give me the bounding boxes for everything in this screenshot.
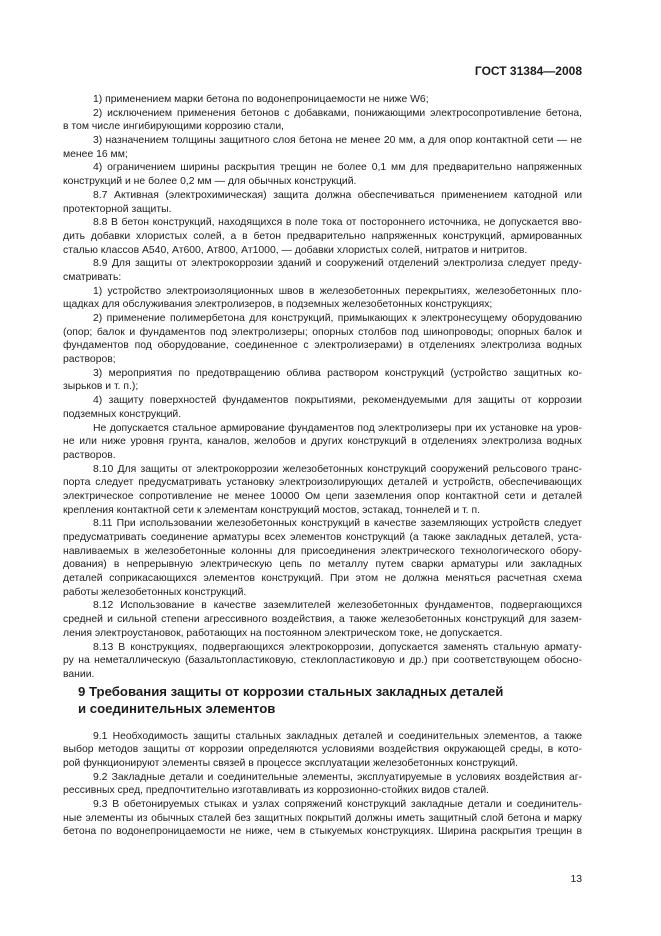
- section-9-heading-line: и соединительных элементов: [78, 700, 276, 716]
- text-line: дования) в непрерывную электрическую цепь по металлу путем сварки арматуры или закладных: [63, 559, 582, 571]
- paragraph: [63, 517, 582, 599]
- text-line: ру на неметаллическую (базальтопластиковую, стеклопластиковую и др.) при соответствующем обосно-: [63, 655, 582, 667]
- text-line: менее 16 мм;: [63, 148, 128, 160]
- paragraph: [63, 216, 582, 257]
- text-line: деталей соприкасающихся элементов конструкций. При этом не должна меняться расчетная схема: [63, 573, 582, 585]
- text-line: конструкций и не более 0,2 мм — для обычных конструкций.: [63, 176, 357, 188]
- text-line: 3) мероприятия по предотвращению облива раствором конструкций (устройство защитных ко-: [93, 367, 582, 379]
- page-number: 13: [570, 874, 582, 885]
- paragraph: [63, 312, 582, 367]
- text-line: 8.11 При использовании железобетонных конструкций в качестве заземляющих устройств следует: [93, 518, 582, 530]
- text-line: навливаемых в железобетонные колонны для присоединения электрического технологического обору-: [63, 545, 582, 557]
- section-9-heading: [63, 683, 582, 717]
- paragraph: [63, 730, 582, 771]
- text-line: рой функционируют элементы связей в процессе эксплуатации железобетонных конструкций.: [63, 757, 519, 769]
- text-line: средней и сильной степени агрессивного воздействия, а также железобетонных конструкций для зазем-: [63, 614, 582, 626]
- text-line: фундаментов под оборудование, соединенное с электролизерами) в отделениях электролиза водных: [63, 340, 582, 352]
- section-8-text: [63, 93, 582, 682]
- paragraph: [63, 134, 582, 161]
- text-line: 8.13 В конструкциях, подвергающихся электрокоррозии, допускается заменять стальную армату-: [93, 641, 582, 653]
- text-line: (опор; балок и фундаментов под электролизеры; опорных столбов под шинопроводы; опорных балок и: [63, 326, 582, 338]
- text-line: растворов.: [63, 449, 116, 461]
- paragraph: [63, 394, 582, 421]
- text-line: 8.10 Для защиты от электрокоррозии железобетонных конструкций сооружений рельсового транс-: [93, 463, 582, 475]
- text-line: 8.7 Активная (электрохимическая) защита должна обеспечиваться применением катодной или: [93, 189, 582, 201]
- text-line: 9.3 В обетонируемых стыках и узлах сопряжений конструкций закладные детали и соединитель-: [93, 799, 582, 810]
- text-line: 2) исключением применения бетонов с добавками, понижающими электросопротивление бетона,: [93, 107, 582, 119]
- paragraph: [63, 463, 582, 518]
- text-line: рессивных сред, предпочтительно изготавливать из коррозионно-стойких видов сталей.: [63, 785, 490, 797]
- text-line: 9.2 Закладные детали и соединительные элементы, эксплуатируемые в условиях воздействия аг-: [93, 771, 582, 783]
- paragraph: [63, 161, 582, 188]
- text-line: Не допускается стальное армирование фундаментов под электролизеры при их установке на уров-: [93, 422, 582, 434]
- text-line: в том числе ингибирующими коррозию стали,: [63, 121, 285, 133]
- text-line: 8.8 В бетон конструкций, находящихся в поле тока от постороннего источника, не допускается вво-: [93, 217, 582, 229]
- paragraph: [63, 641, 582, 682]
- text-line: вании.: [63, 668, 95, 680]
- text-line: электрическое сопротивление не менее 10000 Ом цепи заземления опор контактной сети и деталей: [63, 490, 582, 502]
- paragraph: [63, 285, 582, 312]
- text-line: 4) ограничением ширины раскрытия трещин не более 0,1 мм для предварительно напряженных: [93, 162, 582, 174]
- paragraph: [63, 189, 582, 216]
- text-line: работы железобетонных конструкций.: [63, 586, 247, 598]
- text-line: растворов;: [63, 354, 116, 366]
- paragraph: [63, 367, 582, 394]
- text-line: 8.12 Использование в качестве заземлителей железобетонных фундаментов, подвергающихся: [93, 600, 582, 612]
- text-line: крепления контактной сети к элементам конструкций мостов, эстакад, тоннелей и т. п.: [63, 504, 480, 516]
- text-line: не или ниже уровня грунта, каналов, желобов и других конструкций в отделениях электролиза водных: [63, 436, 582, 448]
- section-9-text: [63, 730, 582, 840]
- paragraph: [63, 798, 582, 839]
- paragraph: [63, 599, 582, 640]
- text-line: ные элементы из обычных сталей без защитных покрытий должны иметь защитный слой бетона и марку: [63, 812, 582, 824]
- paragraph: [63, 422, 582, 463]
- text-line: щадках для обслуживания электролизеров, в подземных железобетонных конструкциях;: [63, 299, 493, 311]
- text-line: 9.1 Необходимость защиты стальных закладных деталей и соединительных элементов, а также: [93, 730, 582, 742]
- paragraph: [63, 257, 582, 284]
- paragraph: [63, 93, 582, 107]
- text-line: сматривать:: [63, 271, 122, 283]
- text-line: зырьков и т. п.);: [63, 381, 139, 393]
- text-line: 4) защиту поверхностей фундаментов покрытиями, рекомендуемыми для защиты от коррозии: [93, 395, 582, 407]
- text-line: порта следует предусматривать установку электроизолирующих деталей и устройств, обеспечивающих: [63, 477, 582, 489]
- text-line: 2) применение полимербетона для конструкций, примыкающих к электронесущему оборудованию: [93, 313, 582, 324]
- text-line: ления электроустановок, работающих на постоянном электрическом токе, не допускается.: [63, 627, 503, 639]
- paragraph: [63, 771, 582, 798]
- text-line: предусматривать соединение арматуры всех элементов конструкций (а также закладных деталей, уста-: [63, 532, 582, 543]
- text-line: сталью классов А540, Ат600, Ат800, Ат1000, — добавки хлористых солей, нитратов и нитритов.: [63, 244, 528, 256]
- text-line: 8.9 Для защиты от электрокоррозии зданий и сооружений отделений электролиза следует преду-: [93, 258, 582, 270]
- document-body: [63, 93, 582, 839]
- paragraph: [63, 107, 582, 134]
- text-line: дить добавки хлористых солей, а в бетон предварительно напряженных конструкций, армированных: [63, 230, 582, 242]
- document-code-header: ГОСТ 31384—2008: [474, 64, 582, 78]
- text-line: выбор методов защиты от коррозии определяются условиями воздействия окружающей среды, в кото-: [63, 744, 582, 756]
- text-line: бетона по водонепроницаемости не ниже, чем в стыкуемых конструкциях. Ширина раскрытия трещин в: [63, 826, 582, 838]
- text-line: 1) устройство электроизоляционных швов в железобетонных перекрытиях, железобетонных пло-: [93, 285, 582, 297]
- text-line: протекторной защиты.: [63, 203, 172, 215]
- text-line: 3) назначением толщины защитного слоя бетона не менее 20 мм, а для опор контактной сети — не: [93, 135, 582, 147]
- text-line: подземных конструкций.: [63, 408, 182, 420]
- section-9-heading-line: 9 Требования защиты от коррозии стальных закладных деталей: [78, 683, 504, 699]
- text-line: 1) применением марки бетона по водонепроницаемости не ниже W6;: [93, 94, 429, 105]
